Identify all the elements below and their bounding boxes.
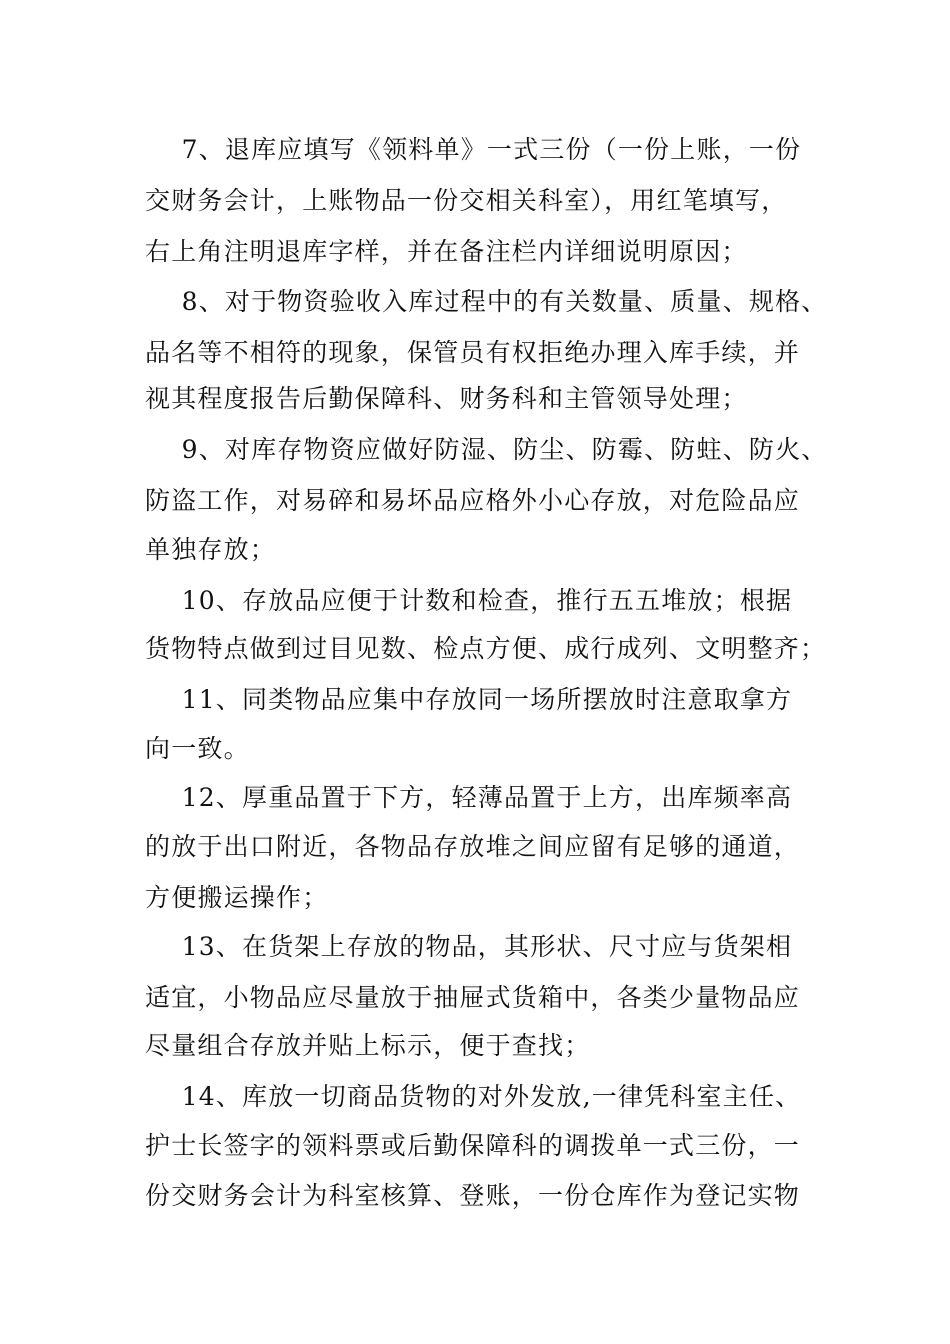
text-line: 份交财务会计为科室核算、登账，一份仓库作为登记实物 [145,1181,801,1210]
text-line: 12、厚重品置于下方，轻薄品置于上方，出库频率高 [145,783,793,812]
text-line: 货物特点做到过目见数、检点方便、成行成列、文明整齐； [145,634,827,663]
text-line: 9、对库存物资应做好防湿、防尘、防霉、防蛀、防火、 [145,435,828,464]
text-line: 适宜，小物品应尽量放于抽屉式货箱中，各类少量物品应 [145,983,801,1012]
text-line: 方便搬运操作； [145,883,329,912]
text-line: 护士长签字的领料票或后勤保障科的调拨单一式三份，一 [145,1131,801,1160]
text-line: 右上角注明退库字样，并在备注栏内详细说明原因； [145,237,748,266]
text-line: 11、同类物品应集中存放同一场所摆放时注意取拿方 [145,685,793,714]
text-line: 14、库放一切商品货物的对外发放,一律凭科室主任、 [145,1082,802,1111]
text-line: 7、退库应填写《领料单》一式三份（一份上账，一份 [145,135,802,164]
text-line: 的放于出口附近，各物品存放堆之间应留有足够的通道， [145,832,801,861]
text-line: 视其程度报告后勤保障科、财务科和主管领导处理； [145,384,748,413]
text-line: 尽量组合存放并贴上标示，便于查找； [145,1031,591,1060]
text-line: 防盗工作，对易碎和易坏品应格外小心存放，对危险品应 [145,486,801,515]
text-line: 10、存放品应便于计数和检查，推行五五堆放；根据 [145,586,793,615]
text-line: 13、在货架上存放的物品，其形状、尺寸应与货架相 [145,932,793,961]
text-line: 品名等不相符的现象，保管员有权拒绝办理入库手续，并 [145,338,801,367]
text-line: 8、对于物资验收入库过程中的有关数量、质量、规格、 [145,287,828,316]
text-line: 交财务会计，上账物品一份交相关科室），用红笔填写， [145,186,788,215]
text-line: 向一致。 [145,734,250,763]
text-line: 单独存放； [145,535,277,564]
